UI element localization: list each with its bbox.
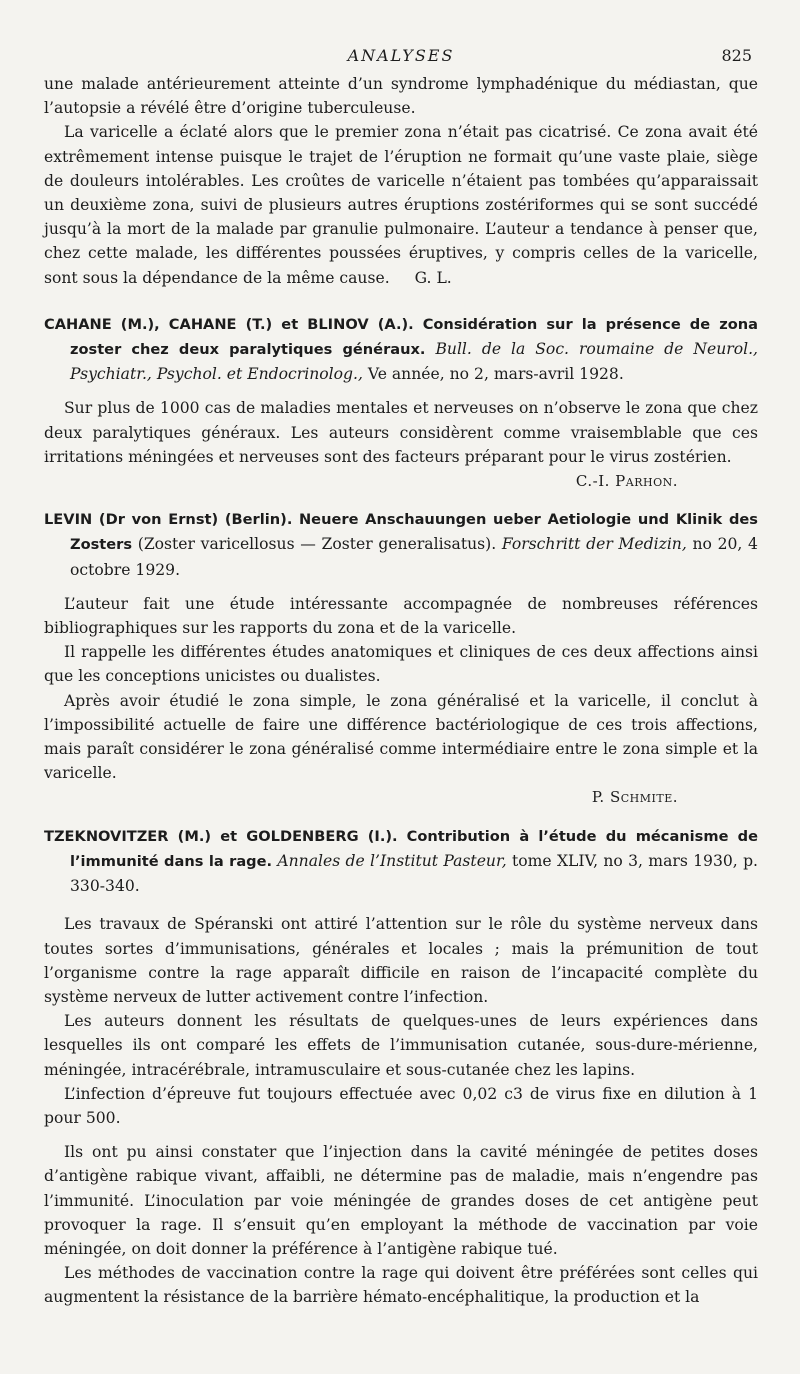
- entry-title: Considération sur la présence de zona zoster chez deux paralytiques généraux.: [70, 315, 758, 359]
- entry-body: [44, 592, 758, 810]
- entry-title: Contribution à l’étude du mécanisme de l’immunité dans la rage.: [70, 827, 758, 870]
- entry-journal: Bull. de la Soc. roumaine de Neurol., Psychiatr., Psychol. et Endocrinolog.,: [70, 340, 758, 384]
- entry-authors: CAHANE (M.), CAHANE (T.) et BLINOV (A.).: [44, 315, 414, 333]
- intro-section: [44, 72, 758, 290]
- entry-paragraph: Les auteurs donnent les résultats de quelques-unes de leurs expériences dans lesquelles ils ont comparé les effets de l’immunisation cutanée, sous-dure-mérienne, méningée, intracérébrale, intramusculaire et sous-cutanée chez les lapins.: [44, 1012, 758, 1079]
- intro-signature: G. L.: [414, 268, 452, 287]
- entry-body: [44, 396, 758, 493]
- entry-paragraph: Il rappelle les différentes études anatomiques et cliniques de ces deux affections ainsi que les conceptions unicistes ou dualistes.: [44, 643, 758, 686]
- reference-levin: [44, 507, 758, 582]
- running-title: ANALYSES: [347, 46, 455, 65]
- entry-title: Neuere Anschauungen ueber Aetiologie und Klinik des Zosters: [70, 511, 758, 554]
- entry-body: [44, 912, 758, 1309]
- intro-paragraph-2: [44, 120, 758, 289]
- abstract-entry-tzeknovitzer: [44, 824, 758, 1310]
- entry-journal: Forschritt der Medizin,: [501, 535, 687, 554]
- abstract-entry-levin: [44, 507, 758, 809]
- entry-details: tome XLIV, no 3, mars 1930, p. 330-340.: [70, 851, 759, 896]
- entry-authors: TZEKNOVITZER (M.) et GOLDENBERG (I.).: [44, 827, 398, 845]
- abstract-entry-cahane: [44, 312, 758, 493]
- entry-details: Ve année, no 2, mars-avril 1928.: [367, 365, 624, 384]
- entry-paragraph: Les travaux de Spéranski ont attiré l’attention sur le rôle du système nerveux dans toutes sortes d’immunisations, générales et locales ; mais la prémunition de tout l’organisme contre la rage apparaît difficile en raison de l’incapacité complète du système nerveux de lutter activement contre l’infection.: [44, 915, 758, 1006]
- intro-paragraph-1: une malade antérieurement atteinte d’un syndrome lymphadénique du médiastan, que l’autopsie a révélé être d’origine tuberculeuse.: [44, 75, 758, 118]
- entry-signature: P. Schmite.: [591, 788, 678, 807]
- page: [44, 44, 758, 1310]
- page-number: 825: [721, 46, 752, 65]
- page-header: [44, 44, 758, 72]
- entry-signature: C.-I. Parhon.: [575, 472, 678, 491]
- reference-tzeknovitzer: [44, 824, 758, 899]
- entry-details: no 20, 4 octobre 1929.: [70, 535, 758, 579]
- entry-paragraph: Les méthodes de vaccination contre la rage qui doivent être préférées sont celles qui augmentent la résistance de la barrière hémato-encéphalitique, la production et la: [44, 1264, 758, 1307]
- entry-paragraph: Ils ont pu ainsi constater que l’injection dans la cavité méningée de petites doses d’antigène rabique vivant, affaibli, ne détermine pas de maladie, mais n’engendre pas l’immunité. L’inoculation par voie méningée de grandes doses de cet antigène peut provoquer la rage. Il s’ensuit qu’en employant la méthode de vaccination par voie méningée, on doit donner la préférence à l’antigène rabique tué.: [44, 1143, 758, 1258]
- entry-journal: Annales de l’Institut Pasteur,: [277, 851, 507, 870]
- entry-paragraph: L’auteur fait une étude intéressante accompagnée de nombreuses références bibliographiques sur les rapports du zona et de la varicelle.: [44, 594, 758, 638]
- reference-cahane: [44, 312, 758, 387]
- intro-paragraph-2-text: La varicelle a éclaté alors que le premier zona n’était pas cicatrisé. Ce zona avait été extrêmement intense puisque le trajet de l’éruption ne formait qu’une vaste plaie, siège de douleurs intolérables. Les croûtes de varicelle n’étaient pas tombées qu’apparaissait un deuxième zona, suivi de plusieurs autres éruptions zostériformes qui se sont succédé jusqu’à la mort de la malade par granulie pulmonaire. L’auteur a tendance à penser que, chez cette malade, les différentes poussées éruptives, y compris celles de la varicelle, sont sous la dépendance de la même cause.: [44, 123, 758, 287]
- entry-paragraph: L’infection d’épreuve fut toujours effectuée avec 0,02 c3 de virus fixe en dilution à 1 pour 500.: [44, 1084, 758, 1127]
- entry-paragraph: Après avoir étudié le zona simple, le zona généralisé et la varicelle, il conclut à l’impossibilité actuelle de faire une différence bactériologique de ces trois affections, mais paraît considérer le zona généralisé comme intermédiaire entre le zona simple et la varicelle.: [44, 691, 758, 783]
- entry-details-pre: (Zoster varicellosus — Zoster generalisatus).: [137, 535, 497, 554]
- entry-authors: LEVIN (Dr von Ernst) (Berlin).: [44, 511, 293, 529]
- entry-paragraph: Sur plus de 1000 cas de maladies mentales et nerveuses on n’observe le zona que chez deux paralytiques généraux. Les auteurs considèrent comme vraisemblable que ces irritations méningées et nerveuses sont des facteurs préparant pour le virus zostérien.: [44, 399, 758, 466]
